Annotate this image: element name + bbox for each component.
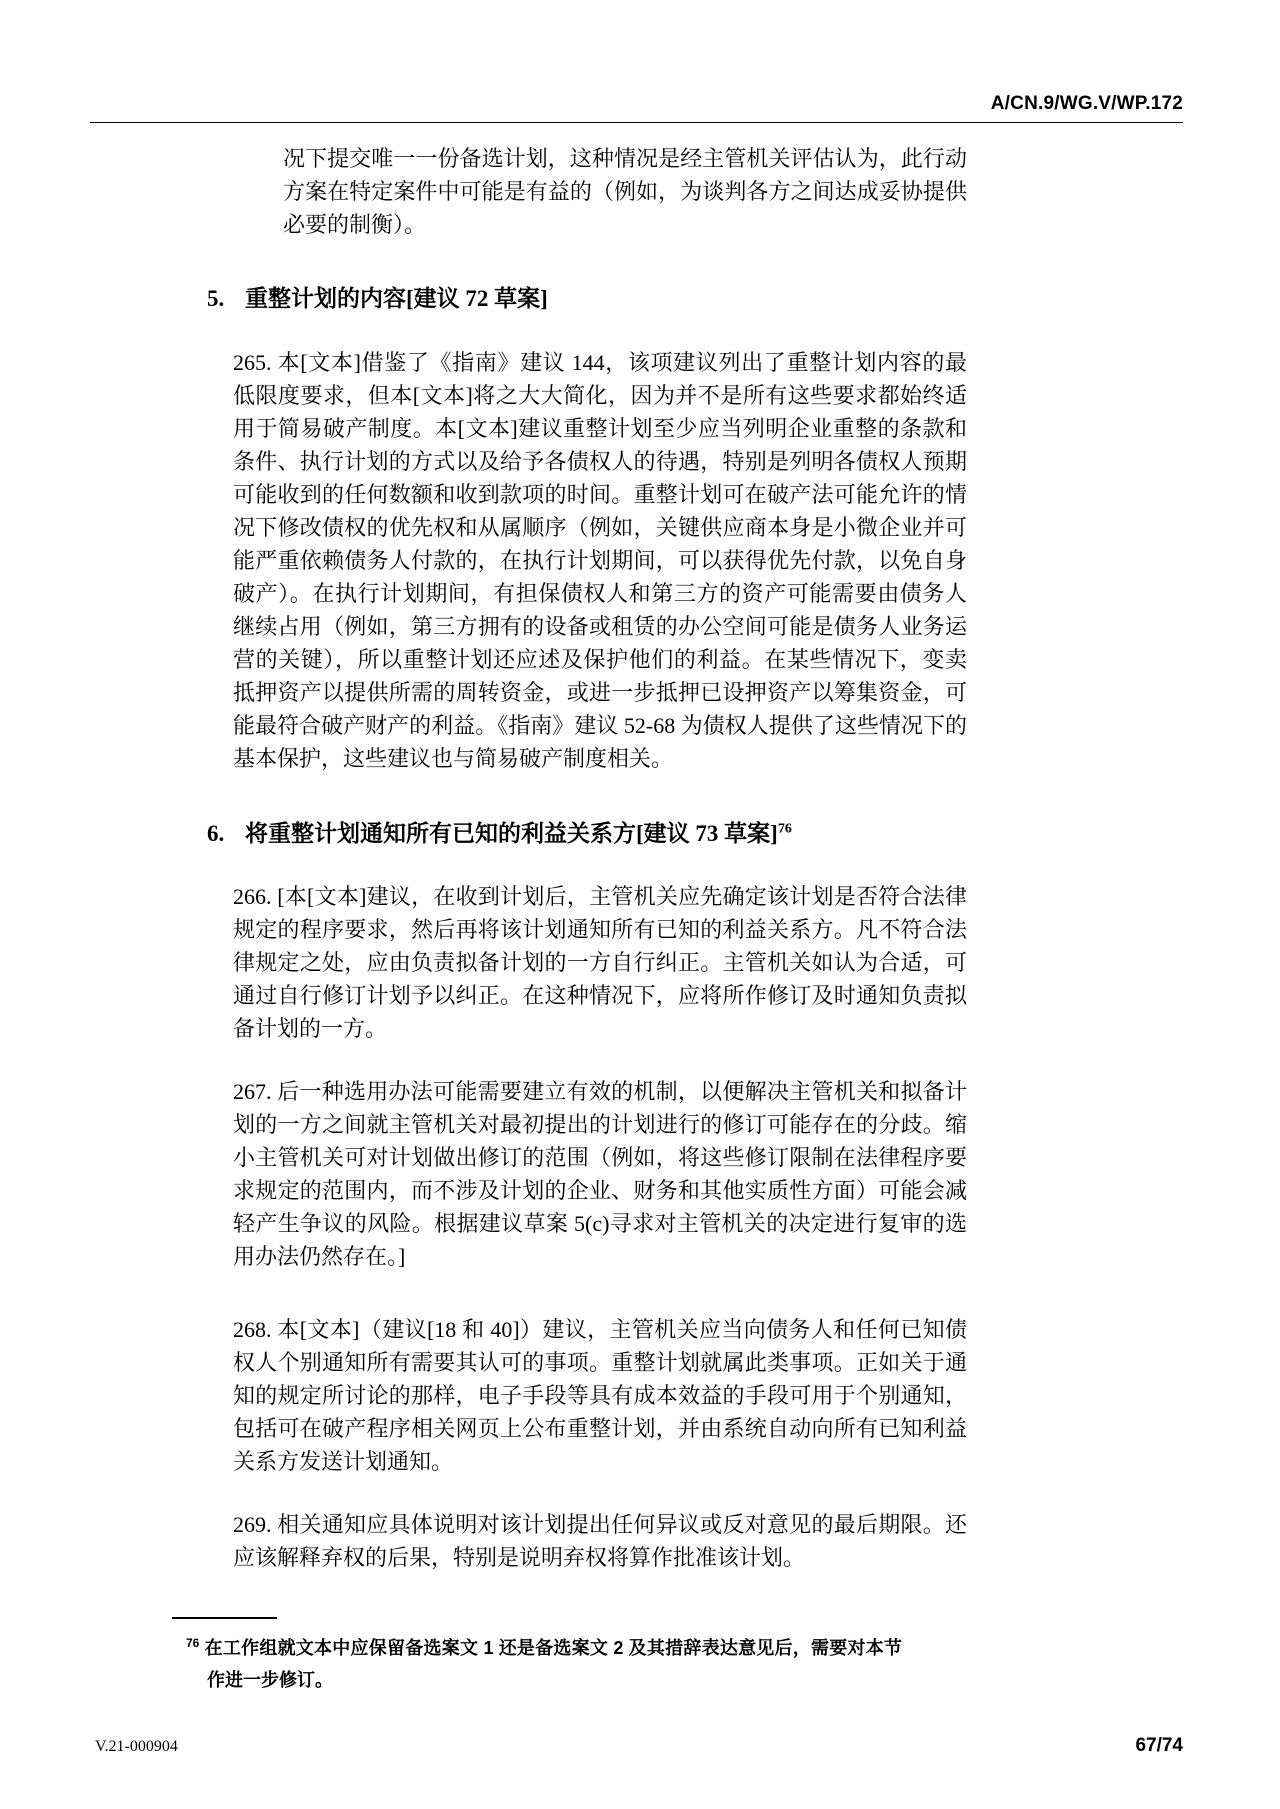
- section-5-title: 重整计划的内容[建议 72 草案]: [245, 286, 548, 311]
- section-5-heading: [207, 280, 548, 313]
- paragraph-269: 269. 相关通知应具体说明对该计划提出任何异议或反对意见的最后期限。还应该解释弃权的后果，特别是说明弃权将算作批准该计划。: [233, 1512, 967, 1570]
- footnote-text: 在工作组就文本中应保留备选案文 1 还是备选案文 2 及其措辞表达意见后，需要对本节作进一步修订。: [204, 1638, 902, 1690]
- section-6-footnote-ref: 76: [777, 821, 792, 837]
- document-symbol: A/CN.9/WG.V/WP.172: [990, 93, 1183, 114]
- footnote-marker: 76: [186, 1636, 200, 1650]
- paragraph-265: 265. 本[文本]借鉴了《指南》建议 144，该项建议列出了重整计划内容的最低限度要求，但本[文本]将之大大简化，因为并不是所有这些要求都始终适用于简易破产制度。本[文本]建议重整计划至少应当列明企业重整的条款和条件、执行计划的方式以及给予各债权人的待遇，特别是列明各债权人预期可能收到的任何数额和收到款项的时间。重整计划可在破产法可能允许的情况下修改债权的优先权和从属顺序（例如，关键供应商本身是小微企业并可能严重依赖债务人付款的，在执行计划期间，可以获得优先付款，以免自身破产）。在执行计划期间，有担保债权人和第三方的资产可能需要由债务人继续占用（例如，第三方拥有的设备或租赁的办公空间可能是债务人业务运营的关键），所以重整计划还应述及保护他们的利益。在某些情况下，变卖抵押资产以提供所需的周转资金，或进一步抵押已设押资产以筹集资金，可能最符合破产财产的利益。《指南》建议 52-68 为债权人提供了这些情况下的基本保护，这些建议也与简易破产制度相关。: [233, 350, 967, 771]
- paragraph-268: 268. 本[文本]（建议[18 和 40]）建议，主管机关应当向债务人和任何已知债权人个别通知所有需要其认可的事项。重整计划就属此类事项。正如关于通知的规定所讨论的那样，电子手段等具有成本效益的手段可用于个别通知，包括可在破产程序相关网页上公布重整计划，并由系统自动向所有已知利益关系方发送计划通知。: [233, 1317, 967, 1474]
- section-6-number: 6.: [207, 821, 225, 846]
- footnote-separator: [172, 1617, 277, 1619]
- paragraph-266: 266. [本[文本]建议，在收到计划后，主管机关应先确定该计划是否符合法律规定的程序要求，然后再将该计划通知所有已知的利益关系方。凡不符合法律规定之处，应由负责拟备计划的一方自行纠正。主管机关如认为合适，可通过自行修订计划予以纠正。在这种情况下，应将所作修订及时通知负责拟备计划的一方。: [233, 884, 967, 1041]
- section-6-title: 将重整计划通知所有已知的利益关系方[建议 73 草案]: [245, 821, 778, 846]
- footer-document-number: V.21-000904: [95, 1738, 178, 1755]
- section-6-heading: [207, 815, 792, 848]
- section-5-number: 5.: [207, 286, 225, 311]
- paragraph-267: 267. 后一种选用办法可能需要建立有效的机制，以便解决主管机关和拟备计划的一方之间就主管机关对最初提出的计划进行的修订可能存在的分歧。缩小主管机关可对计划做出修订的范围（例如，将这些修订限制在法律程序要求规定的范围内，而不涉及计划的企业、财务和其他实质性方面）可能会减轻产生争议的风险。根据建议草案 5(c)寻求对主管机关的决定进行复审的选用办法仍然存在。]: [233, 1079, 967, 1269]
- footnote-76: [186, 1632, 902, 1696]
- continuation-paragraph: 况下提交唯一一份备选计划，这种情况是经主管机关评估认为，此行动方案在特定案件中可能是有益的（例如，为谈判各方之间达成妥协提供必要的制衡）。: [283, 146, 967, 237]
- footer-page-number: 67/74: [1135, 1735, 1183, 1756]
- header-rule: [90, 122, 1183, 123]
